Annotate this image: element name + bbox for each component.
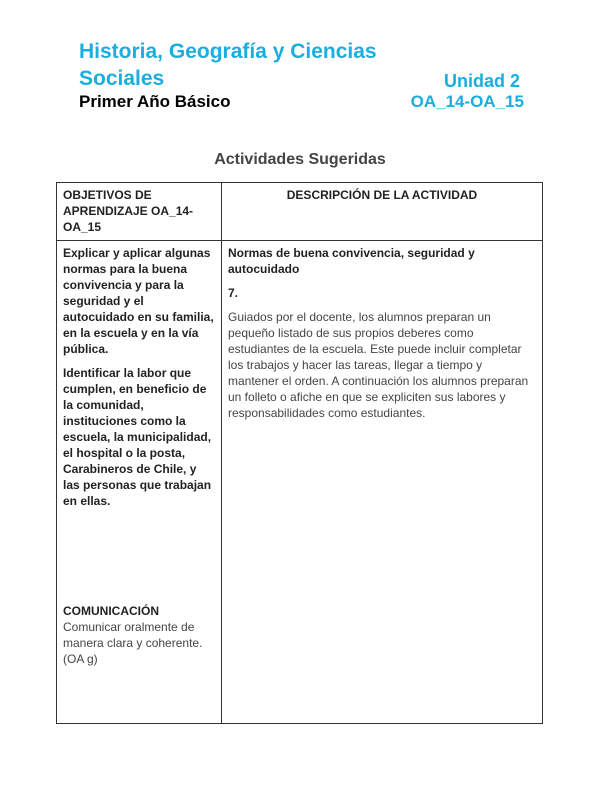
activities-table — [56, 182, 543, 724]
objective-1: Explicar y aplicar algunas normas para la buena convivencia y para la seguridad y el autocuidado en su familia, en la escuela y en la vía pública. — [63, 246, 214, 356]
skill-text: Comunicar oralmente de manera clara y coherente. (OA g) — [63, 620, 203, 666]
table-body-row — [57, 241, 543, 724]
page-header — [79, 38, 524, 117]
section-title: Actividades Sugeridas — [214, 151, 386, 168]
activity-title: Normas de buena convivencia, seguridad y autocuidado — [228, 246, 475, 276]
subject-title-line-2: Sociales — [79, 67, 165, 90]
table-header-row — [57, 183, 543, 241]
activity-text: Guiados por el docente, los alumnos preparan un pequeño listado de sus propios deberes como estudiantes de la escuela. Este puede incluir completar los trabajos y hacer las tareas, llegar a tiempo y mantener el orden. A continuación los alumnos preparan un folleto o afiche en que se expliciten sus labores y responsabilidades como estudiantes. — [228, 310, 529, 420]
objective-2: Identificar la labor que cumplen, en beneficio de la comunidad, instituciones como la escuela, la municipalidad, el hospital o la posta, Carabineros de Chile, y las personas que trabajan en ellas. — [63, 366, 212, 508]
objectives-cell — [57, 241, 222, 724]
level-row — [79, 91, 524, 117]
objectives-code: OA_14-OA_15 — [410, 92, 524, 111]
level-label: Primer Año Básico — [79, 92, 231, 111]
subject-title-line-1: Historia, Geografía y Ciencias — [79, 40, 377, 63]
header-objectives: OBJETIVOS DE APRENDIZAJE OA_14-OA_15 — [57, 183, 222, 241]
subject-title-row — [79, 65, 524, 91]
unit-label: Unidad 2 — [443, 71, 520, 91]
description-cell — [222, 241, 543, 724]
header-description: DESCRIPCIÓN DE LA ACTIVIDAD — [222, 183, 543, 241]
activity-number: 7. — [228, 286, 239, 300]
skill-title: COMUNICACIÓN — [63, 604, 159, 618]
